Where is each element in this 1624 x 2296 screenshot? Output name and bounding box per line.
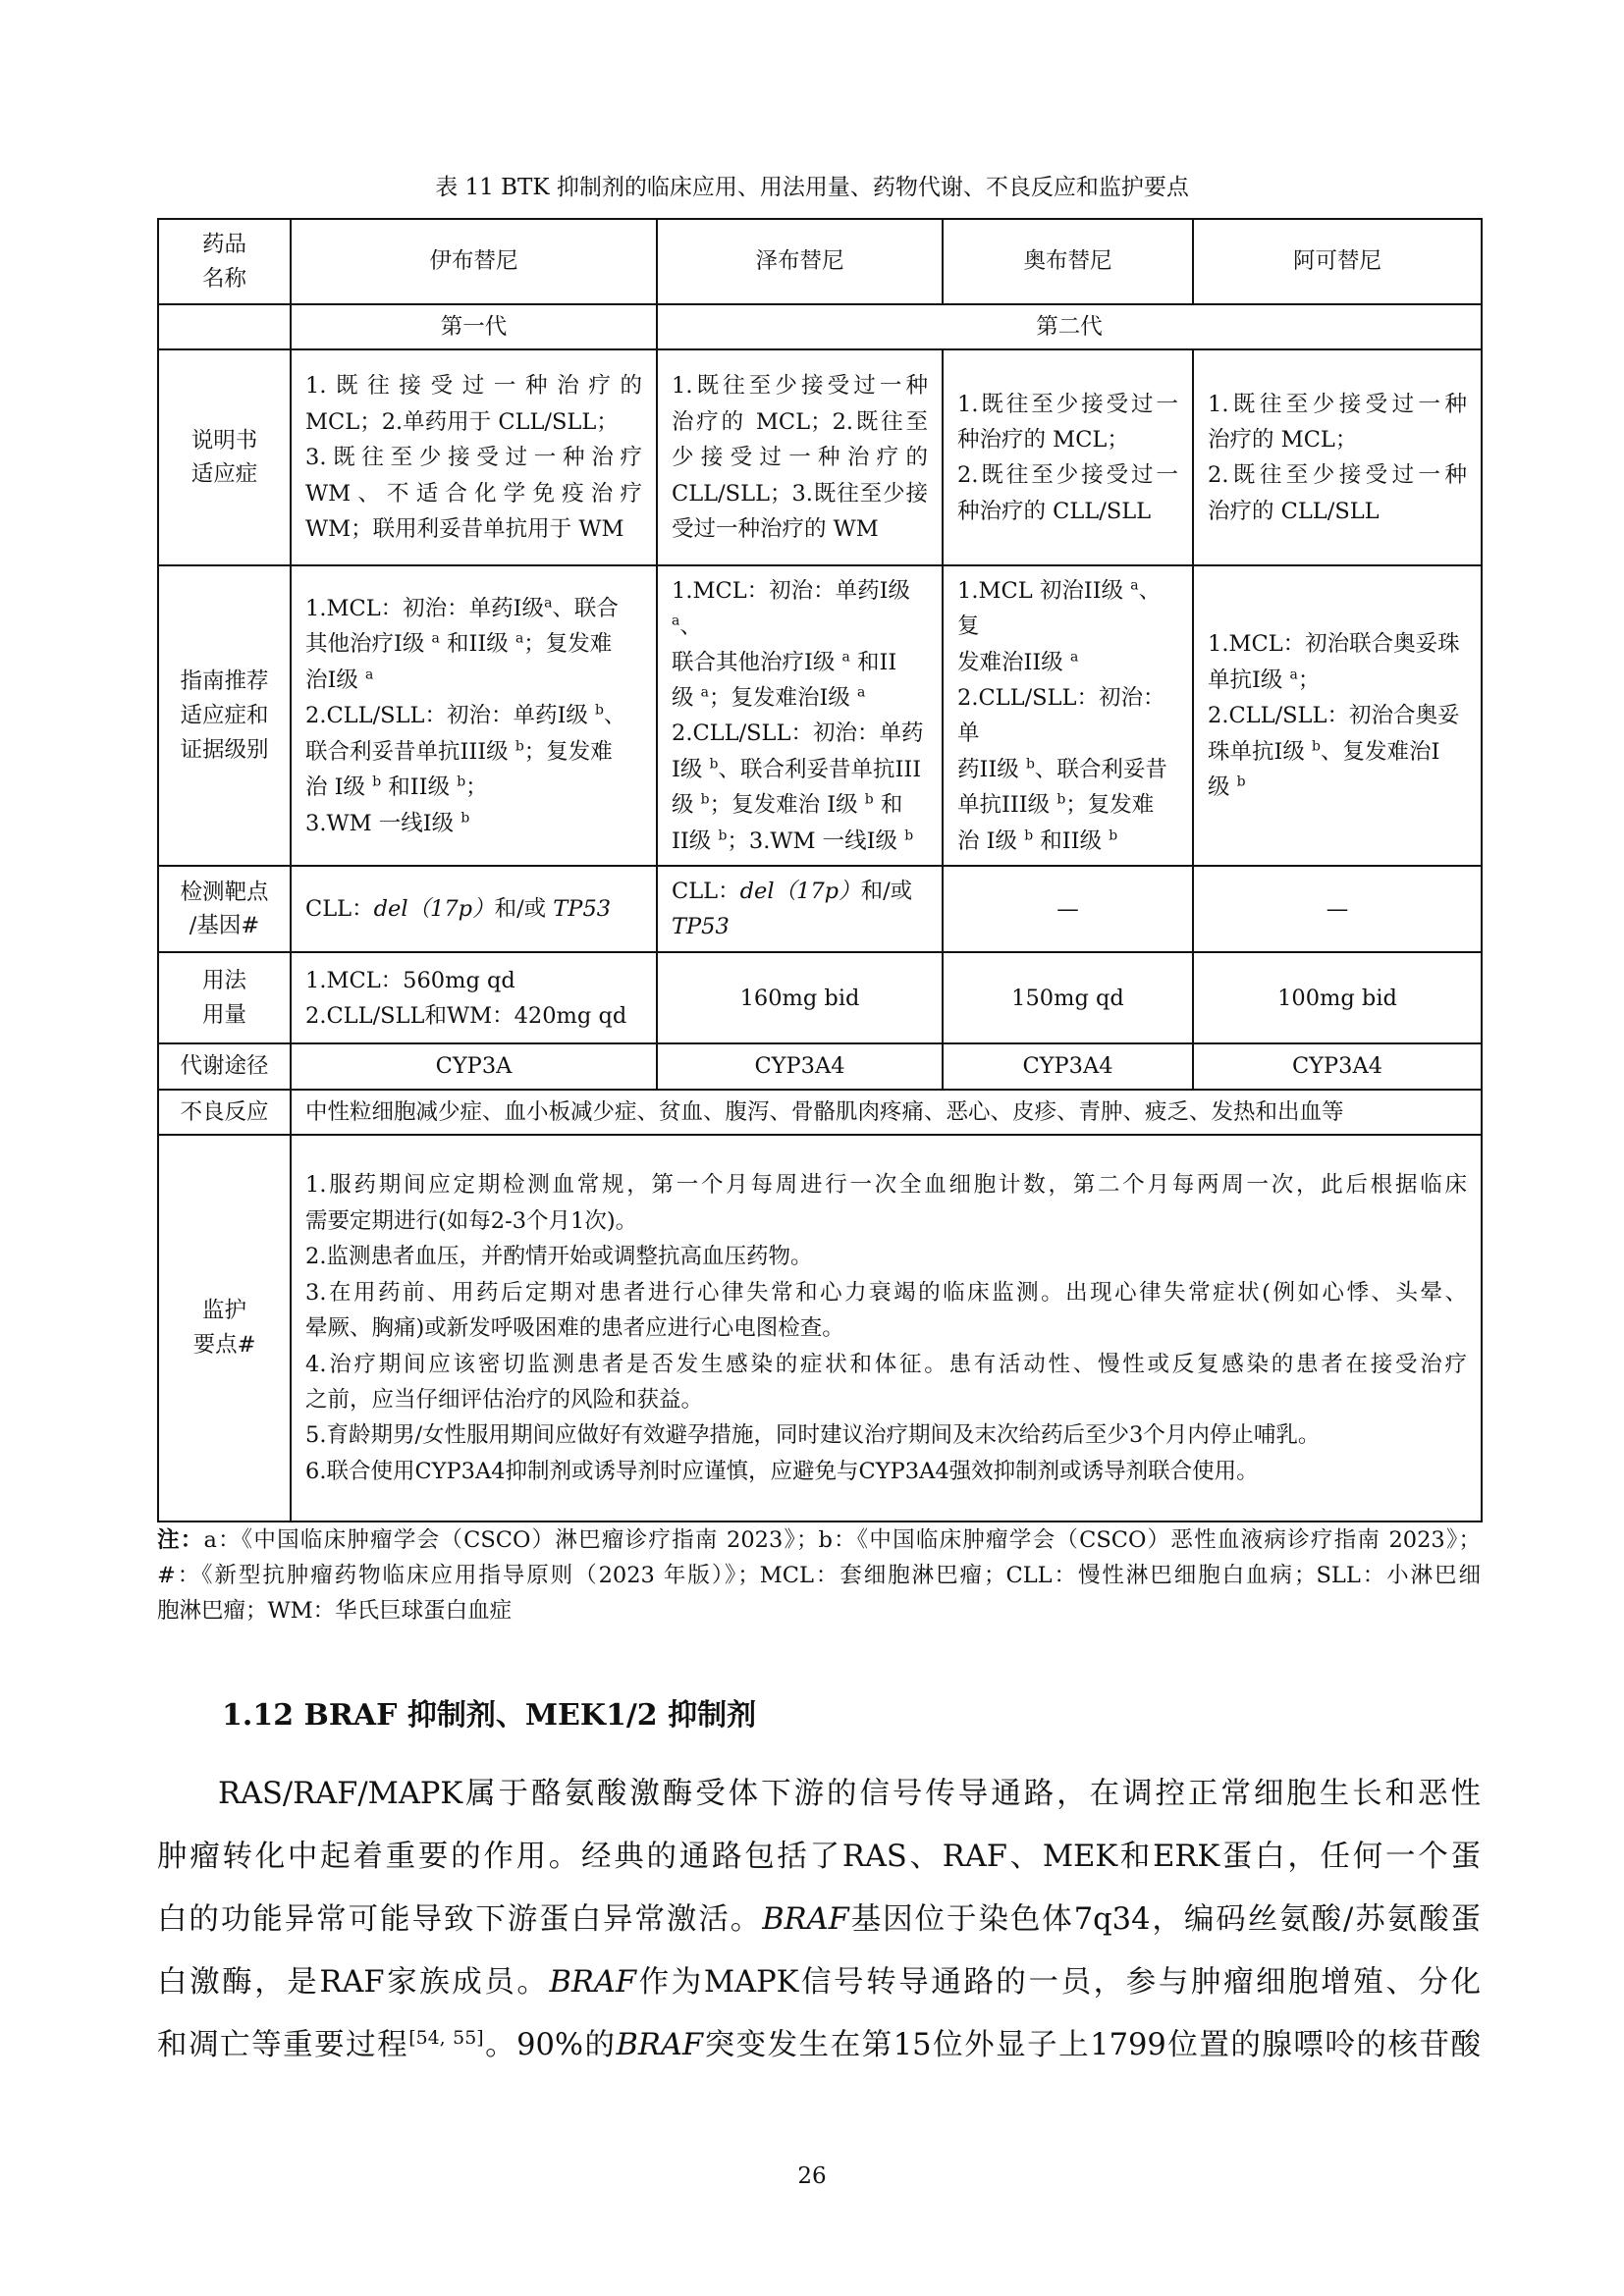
monitoring-line: 之前，应当仔细评估治疗的风险和获益。 xyxy=(305,1386,704,1413)
body-line: 肿瘤转化中起着重要的作用。经典的通路包括了RAS、RAF、MEK和ERK蛋白，任何一个蛋 xyxy=(157,1840,1481,1874)
guideline-line: 治I级 $^a$ xyxy=(305,667,374,693)
guideline-zanubrutinib xyxy=(657,565,943,866)
metabolism-ibrutinib: CYP3A xyxy=(291,1043,657,1089)
row-label-adverse: 不良反应 xyxy=(158,1090,291,1135)
table-note xyxy=(157,1522,1481,1629)
target-acalabrutinib: — xyxy=(1193,866,1482,952)
guideline-line: 其他治疗I级 $^a$ 和II级 $^a$；复发难 xyxy=(305,630,613,658)
body-line: 和凋亡等重要过程[54, 55]。90%的BRAF突变发生在第15位外显子上1799位置的腺嘌呤的核苷酸 xyxy=(157,2026,1482,2062)
monitoring-line: 晕厥、胸痛)或新发呼吸困难的患者应进行心电图检查。 xyxy=(305,1315,844,1342)
monitoring-line: 2.监测患者血压，并酌情开始或调整抗高血压药物。 xyxy=(305,1244,813,1270)
monitoring-line: 3.在用药前、用药后定期对患者进行心律失常和心力衰竭的临床监测。出现心律失常症状(例如心悸、头晕、 xyxy=(305,1279,1467,1306)
header-drug-name-label: 药品 名称 xyxy=(158,219,291,304)
metabolism-zanubrutinib: CYP3A4 xyxy=(657,1043,943,1089)
row-label-target: 检测靶点 /基因# xyxy=(158,866,291,952)
guideline-ibrutinib xyxy=(291,565,657,866)
guideline-line: 2.CLL/SLL：初治：单 xyxy=(957,685,1165,747)
target-orelabrutinib: — xyxy=(943,866,1193,952)
monitoring-line: 5.育龄期男/女性服用期间应做好有效避孕措施，同时建议治疗期间及末次给药后至少3个月内停止哺乳。 xyxy=(305,1422,1321,1449)
guideline-line: 1.MCL：初治联合奥妥珠 xyxy=(1208,631,1460,658)
indication-zanubrutinib: 1.既往至少接受过一种 治疗的 MCL；2.既往至 少接受过一种治疗的 CLL/SLL；3.既往至少接 受过一种治疗的 WM xyxy=(657,349,943,565)
note-line: #：《新型抗肿瘤药物临床应用指导原则（2023 年版）》；MCL：套细胞淋巴瘤；CLL：慢性淋巴细胞白血病；SLL：小淋巴细 xyxy=(157,1563,1481,1588)
body-line: RAS/RAF/MAPK属于酪氨酸激酶受体下游的信号传导通路，在调控正常细胞生长和恶性 xyxy=(218,1777,1481,1811)
dosage-ibrutinib: 1.MCL：560mg qd 2.CLL/SLL和WM：420mg qd xyxy=(291,952,657,1043)
header-orelabrutinib: 奥布替尼 xyxy=(943,219,1193,304)
monitoring-line: 6.联合使用CYP3A4抑制剂或诱导剂时应谨慎，应避免与CYP3A4强效抑制剂或诱导剂联合使用。 xyxy=(305,1458,1259,1484)
guideline-line: 3.WM 一线I级 $^b$ xyxy=(305,810,470,836)
guideline-line: I级 $^b$、联合利妥昔单抗III xyxy=(672,756,922,782)
header-acalabrutinib: 阿可替尼 xyxy=(1193,219,1482,304)
guideline-line: II级 $^b$；3.WM 一线I级 $^b$ xyxy=(672,828,914,854)
row-label-monitoring: 监护 要点# xyxy=(158,1135,291,1522)
body-line: 白的功能异常可能导致下游蛋白异常激活。BRAF基因位于染色体7q34，编码丝氨酸/苏氨酸蛋 xyxy=(157,1902,1481,1937)
guideline-orelabrutinib xyxy=(943,565,1193,866)
row-label-metabolism: 代谢途径 xyxy=(158,1043,291,1089)
dosage-acalabrutinib: 100mg bid xyxy=(1193,952,1482,1043)
adverse-reactions: 中性粒细胞减少症、血小板减少症、贫血、腹泻、骨骼肌肉疼痛、恶心、皮疹、青肿、疲乏、发热和出血等 xyxy=(291,1090,1482,1135)
guideline-line: 级 $^a$；复发难治I级 $^a$ xyxy=(672,684,866,711)
monitoring-line: 4.治疗期间应该密切监测患者是否发生感染的症状和体征。患有活动性、慢性或反复感染的患者在接受治疗 xyxy=(305,1351,1467,1377)
guideline-line: 发难治II级 $^a$ xyxy=(957,649,1079,675)
target-zanubrutinib: CLL：del（17p）和/或 TP53 xyxy=(657,866,943,952)
guideline-line: 药II级 $^b$、联合利妥昔 xyxy=(957,756,1167,782)
btk-inhibitor-table xyxy=(157,218,1483,1522)
guideline-line: 单抗I级 $^a$； xyxy=(1208,667,1321,693)
target-ibrutinib: CLL：del（17p）和/或 TP53 xyxy=(291,866,657,952)
citation: [54, 55] xyxy=(408,2026,484,2049)
guideline-line: 级 $^b$；复发难治 I级 $^b$ 和 xyxy=(672,791,903,819)
generation-empty-cell xyxy=(158,304,291,349)
body-line: 白激酶，是RAF家族成员。BRAF作为MAPK信号转导通路的一员，参与肿瘤细胞增殖、分化 xyxy=(157,1965,1482,2000)
section-heading: 1.12 BRAF 抑制剂、MEK1/2 抑制剂 xyxy=(222,1698,757,1733)
metabolism-orelabrutinib: CYP3A4 xyxy=(943,1043,1193,1089)
row-label-dosage: 用法 用量 xyxy=(158,952,291,1043)
guideline-line: 单抗III级 $^b$；复发难 xyxy=(957,791,1155,819)
guideline-line: 2.CLL/SLL：初治：单药I级 $^b$、 xyxy=(305,702,626,729)
header-ibrutinib: 伊布替尼 xyxy=(291,219,657,304)
dosage-zanubrutinib: 160mg bid xyxy=(657,952,943,1043)
dosage-orelabrutinib: 150mg qd xyxy=(943,952,1193,1043)
guideline-line: 联合利妥昔单抗III级 $^b$；复发难 xyxy=(305,738,613,765)
generation-first: 第一代 xyxy=(291,304,657,349)
guideline-line: 1.MCL：初治：单药I级 $^a$、 xyxy=(672,577,911,640)
header-zanubrutinib: 泽布替尼 xyxy=(657,219,943,304)
metabolism-acalabrutinib: CYP3A4 xyxy=(1193,1043,1482,1089)
note-line: a：《中国临床肿瘤学会（CSCO）淋巴瘤诊疗指南 2023》；b：《中国临床肿瘤学会（CSCO）恶性血液病诊疗指南 2023》； xyxy=(203,1527,1481,1553)
indication-orelabrutinib: 1.既往至少接受过一 种治疗的 MCL； 2.既往至少接受过一 种治疗的 CLL/SLL xyxy=(943,349,1193,565)
row-label-guideline: 指南推荐 适应症和 证据级别 xyxy=(158,565,291,866)
guideline-line: 联合其他治疗I级 $^a$ 和II xyxy=(672,649,897,675)
guideline-line: 治 I级 $^b$ 和II级 $^b$ xyxy=(957,828,1118,854)
body-paragraph xyxy=(157,1763,1481,2077)
indication-ibrutinib: 1.既往接受过一种治疗的 MCL；2.单药用于 CLL/SLL； 3.既往至少接受过一种治疗 WM、不适合化学免疫治疗 WM；联用利妥昔单抗用于 WM xyxy=(291,349,657,565)
indication-acalabrutinib: 1.既往至少接受过一种 治疗的 MCL； 2.既往至少接受过一种 治疗的 CLL/SLL xyxy=(1193,349,1482,565)
guideline-line: 1.MCL 初治II级 $^a$、复 xyxy=(957,577,1162,640)
monitoring-line: 1.服药期间应定期检测血常规，第一个月每周进行一次全血细胞计数，第二个月每两周一次，此后根据临床 xyxy=(305,1172,1467,1199)
guideline-acalabrutinib xyxy=(1193,565,1482,866)
guideline-line: 2.CLL/SLL：初治：单药 xyxy=(672,721,924,747)
monitoring-points xyxy=(291,1135,1482,1522)
guideline-line: 1.MCL：初治：单药I级$^a$、联合 xyxy=(305,595,619,621)
guideline-line: 珠单抗I级 $^b$、复发难治I xyxy=(1208,738,1440,765)
monitoring-line: 需要定期进行(如每2-3个月1次)。 xyxy=(305,1207,638,1234)
guideline-line: 治 I级 $^b$ 和II级 $^b$； xyxy=(305,774,488,801)
page-number: 26 xyxy=(797,2163,827,2189)
guideline-line: 2.CLL/SLL：初治合奥妥 xyxy=(1208,703,1460,729)
table-caption: 表 11 BTK 抑制剂的临床应用、用法用量、药物代谢、不良反应和监护要点 xyxy=(435,175,1189,200)
generation-second: 第二代 xyxy=(657,304,1482,349)
guideline-line: 级 $^b$ xyxy=(1208,774,1246,801)
row-label-indication: 说明书 适应症 xyxy=(158,349,291,565)
note-line: 胞淋巴瘤；WM：华氏巨球蛋白血症 xyxy=(157,1598,513,1624)
note-label: 注： xyxy=(157,1527,204,1553)
